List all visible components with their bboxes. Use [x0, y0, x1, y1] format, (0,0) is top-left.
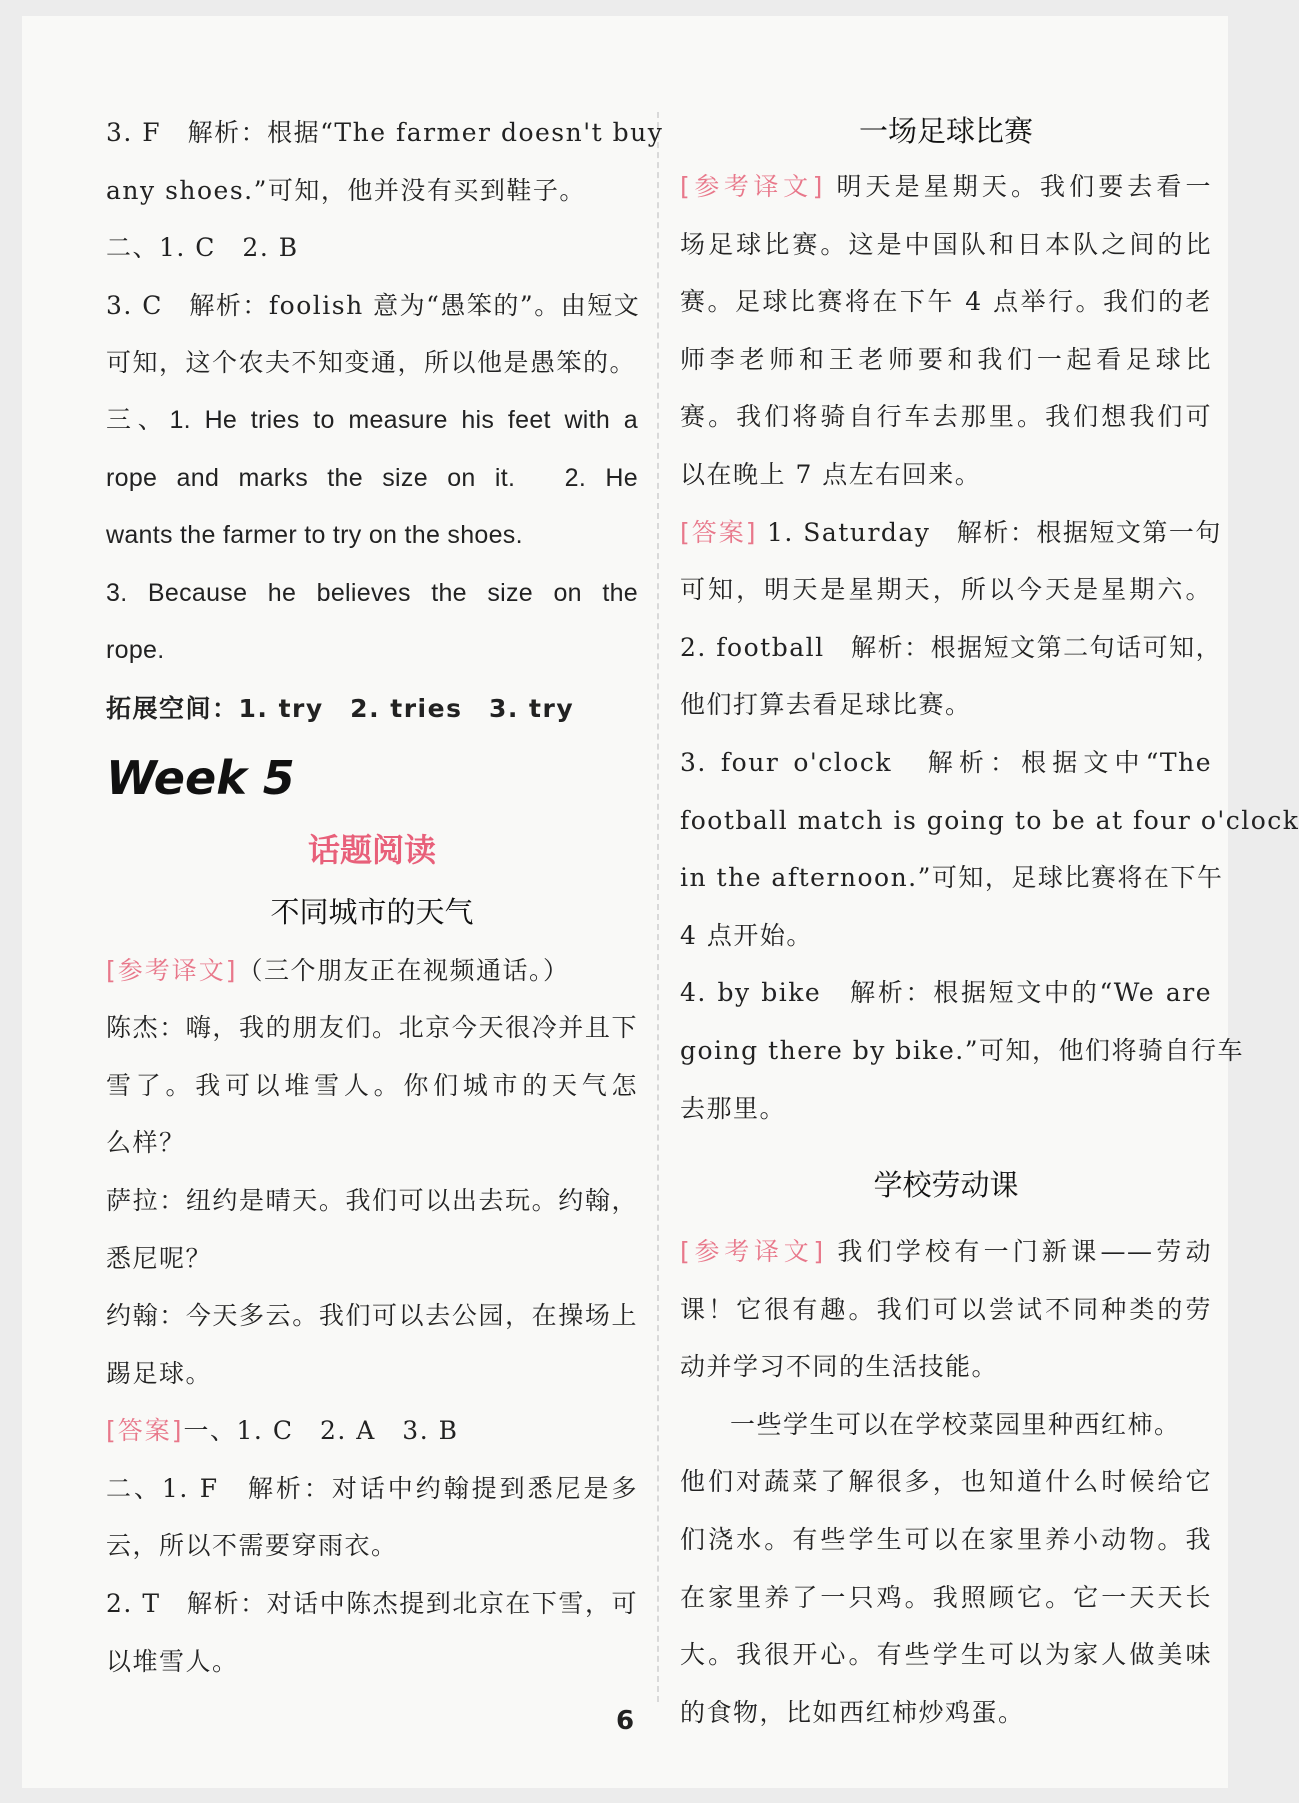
answer-line: 2. football 解析：根据短文第二句话可知， — [680, 632, 1223, 662]
translation-line: 踢足球。 — [106, 1358, 213, 1388]
translation-line: 动并学习不同的生活技能。 — [680, 1352, 999, 1382]
extension-line: 拓展空间：1. try 2. tries 3. try — [106, 693, 575, 723]
text-line: any shoes.”可知，他并没有买到鞋子。 — [106, 175, 586, 205]
translation-line: 师李老师和王老师要和我们一起看足球比 — [680, 344, 1212, 374]
translation-line: 以在晚上 7 点左右回来。 — [680, 459, 982, 489]
answer-line: 4 点开始。 — [680, 920, 813, 950]
text-line: 3. F 解析：根据“The farmer doesn't buy — [106, 118, 664, 147]
answer-line: going there by bike.”可知，他们将骑自行车 — [680, 1035, 1244, 1065]
answer-page — [22, 16, 1299, 1788]
section-title: 学校劳动课 — [873, 1168, 1019, 1203]
translation-line: 在家里养了一只鸡。我照顾它。它一天天长 — [680, 1582, 1212, 1612]
translation-line: 赛。足球比赛将在下午 4 点举行。我们的老 — [680, 287, 1212, 317]
translation-line: 他们对蔬菜了解很多，也知道什么时候给它 — [680, 1467, 1212, 1497]
translation-text: 明天是星期天。我们要去看一 — [836, 172, 1212, 201]
text-line: 3. C 解析：foolish 意为“愚笨的”。由短文 — [106, 290, 641, 320]
translation-line: 们浇水。有些学生可以在家里养小动物。我 — [680, 1525, 1212, 1555]
section-title: 一场足球比赛 — [858, 114, 1033, 148]
translation-text: （三个朋友正在视频通话。） — [237, 955, 570, 985]
translation-line — [106, 942, 638, 1000]
answer-line: 以堆雪人。 — [106, 1646, 239, 1676]
answer-line: 4. by bike 解析：根据短文中的“We are — [680, 978, 1212, 1008]
translation-line: 陈杰：嗨，我的朋友们。北京今天很冷并且下 — [106, 1013, 638, 1043]
column-divider — [657, 112, 659, 1702]
text-line: rope and marks the size on it. 2. He — [106, 463, 638, 492]
answer-line — [680, 504, 1222, 562]
translation-tag: [参考译文] — [680, 172, 825, 201]
translation-line: 么样？ — [106, 1128, 186, 1158]
translation-line — [680, 158, 1212, 216]
translation-text: 我们学校有一门新课——劳动 — [837, 1237, 1212, 1267]
text-line: 二、1. C 2. B — [106, 233, 299, 263]
translation-line: 大。我很开心。有些学生可以为家人做美味 — [680, 1640, 1212, 1670]
translation-line: 的食物，比如西红柿炒鸡蛋。 — [680, 1697, 1025, 1727]
translation-line: 约翰：今天多云。我们可以去公园，在操场上 — [106, 1301, 638, 1331]
answer-line: 他们打算去看足球比赛。 — [680, 690, 972, 720]
answer-line: in the afternoon.”可知，足球比赛将在下午 — [680, 863, 1224, 893]
text-line: wants the farmer to try on the shoes. — [106, 521, 523, 550]
translation-tag: [参考译文] — [106, 955, 238, 985]
section-title: 不同城市的天气 — [270, 894, 474, 929]
text-line: 三、1. He tries to measure his feet with a — [106, 405, 638, 434]
left-column — [106, 104, 664, 1690]
translation-line — [680, 1223, 1212, 1281]
answer-tag: [答案] — [106, 1416, 184, 1446]
answer-line: 3. four o'clock 解析：根据文中“The — [680, 747, 1212, 777]
answer-tag: [答案] — [680, 517, 758, 547]
answer-line: 2. T 解析：对话中陈杰提到北京在下雪，可 — [106, 1589, 638, 1619]
answer-text: 1. Saturday 解析：根据短文第一句 — [766, 517, 1222, 547]
answer-text: 一、1. C 2. A 3. B — [183, 1416, 459, 1446]
translation-line: 雪了。我可以堆雪人。你们城市的天气怎 — [106, 1070, 638, 1100]
translation-tag: [参考译文] — [680, 1237, 826, 1267]
answer-line: 可知，明天是星期天，所以今天是星期六。 — [680, 575, 1212, 605]
translation-line: 萨拉：纽约是晴天。我们可以出去玩。约翰， — [106, 1185, 638, 1215]
translation-line: 悉尼呢？ — [106, 1243, 213, 1273]
answer-line — [106, 1402, 638, 1460]
topic-heading: 话题阅读 — [307, 830, 436, 869]
translation-line: 赛。我们将骑自行车去那里。我们想我们可 — [680, 402, 1212, 432]
page-number: 6 — [615, 1706, 635, 1736]
answer-line: football match is going to be at four o'clock — [680, 805, 1299, 835]
text-line: 3. Because he believes the size on the — [106, 578, 638, 607]
translation-line: 场足球比赛。这是中国队和日本队之间的比 — [680, 229, 1212, 259]
translation-line: 一些学生可以在学校菜园里种西红柿。 — [730, 1409, 1181, 1439]
answer-line: 去那里。 — [680, 1093, 787, 1123]
text-line: 可知，这个农夫不知变通，所以他是愚笨的。 — [106, 348, 637, 378]
answer-line: 二、1. F 解析：对话中约翰提到悉尼是多 — [106, 1473, 638, 1503]
right-column — [680, 104, 1299, 1741]
text-line: rope. — [106, 636, 165, 665]
answer-line: 云，所以不需要穿雨衣。 — [106, 1531, 398, 1561]
translation-line: 课！它很有趣。我们可以尝试不同种类的劳 — [680, 1294, 1212, 1324]
week-heading: Week 5 — [106, 750, 295, 805]
